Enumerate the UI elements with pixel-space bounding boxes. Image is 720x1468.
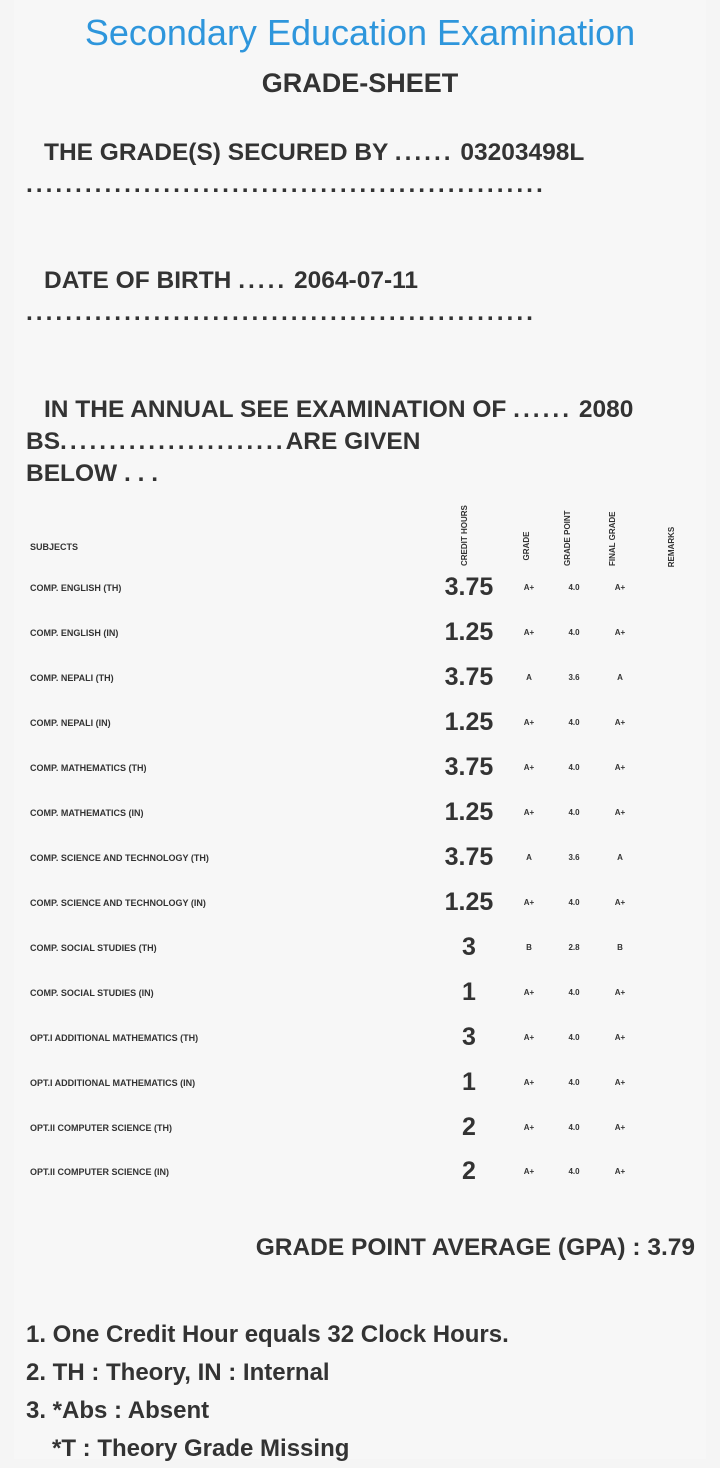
subject-name: COMP. ENGLISH (TH) (30, 583, 122, 593)
subject-name: OPT.II COMPUTER SCIENCE (TH) (30, 1123, 173, 1133)
grade-point: 4.0 (568, 1078, 580, 1087)
header-subjects: SUBJECTS (30, 542, 79, 552)
table-row (0, 978, 720, 1008)
credit-hours: 1.25 (444, 888, 494, 916)
exam-label: IN THE ANNUAL SEE EXAMINATION OF (44, 396, 507, 423)
final-grade: A+ (614, 583, 626, 592)
grade-point: 4.0 (568, 718, 580, 727)
table-row (0, 753, 720, 783)
table-row (0, 888, 720, 918)
page-subtitle: GRADE-SHEET (261, 68, 459, 98)
grade-point: 4.0 (568, 763, 580, 772)
grade: A (526, 853, 532, 862)
table-row (0, 1023, 720, 1053)
final-grade: B (617, 943, 623, 952)
grade: A+ (523, 1078, 535, 1087)
table-row (0, 1157, 720, 1187)
credit-hours: 1 (462, 978, 476, 1006)
credit-hours: 1.25 (444, 708, 494, 736)
grade-point: 4.0 (568, 988, 580, 997)
notes-list (26, 1316, 509, 1468)
subject-name: COMP. MATHEMATICS (TH) (30, 763, 147, 773)
subject-name: COMP. SCIENCE AND TECHNOLOGY (TH) (30, 853, 209, 863)
subject-name: COMP. NEPALI (TH) (30, 673, 114, 683)
table-row (0, 798, 720, 828)
table-row (0, 1113, 720, 1143)
gpa-label: GRADE POINT AVERAGE (GPA) : (255, 1234, 641, 1261)
table-row (0, 708, 720, 738)
subject-name: COMP. SOCIAL STUDIES (IN) (30, 988, 154, 998)
note-item: *T : Theory Grade Missing (52, 1435, 350, 1462)
subject-name: COMP. SOCIAL STUDIES (TH) (30, 943, 157, 953)
secured-by-label: THE GRADE(S) SECURED BY (44, 139, 388, 166)
credit-hours: 3.75 (444, 753, 494, 781)
header-grade: GRADE (522, 531, 531, 561)
table-row (0, 1068, 720, 1098)
final-grade: A+ (614, 1123, 626, 1132)
credit-hours: 3.75 (444, 573, 494, 601)
credit-hours: 1.25 (444, 798, 494, 826)
final-grade: A+ (614, 898, 626, 907)
grade-point: 2.8 (568, 943, 580, 952)
grade: A+ (523, 1167, 535, 1176)
grade-point: 4.0 (568, 583, 580, 592)
final-grade: A (617, 853, 623, 862)
grade-point: 4.0 (568, 1033, 580, 1042)
grade: A+ (523, 898, 535, 907)
final-grade: A+ (614, 1033, 626, 1042)
final-grade: A (617, 673, 623, 682)
credit-hours: 2 (462, 1157, 476, 1185)
table-row (0, 933, 720, 963)
grade: A+ (523, 718, 535, 727)
exam-block: IN THE ANNUAL SEE EXAMINATION OF ...... 2080 BS.......................ARE GIVEN BELOW . . . (26, 396, 634, 487)
subject-name: COMP. NEPALI (IN) (30, 718, 111, 728)
grade: A+ (523, 763, 535, 772)
given-label: ARE GIVEN (285, 428, 421, 455)
subject-name: OPT.I ADDITIONAL MATHEMATICS (IN) (30, 1078, 196, 1088)
dob-block: DATE OF BIRTH ..... 2064-07-11 .................................................... (26, 267, 536, 326)
final-grade: A+ (614, 1167, 626, 1176)
credit-hours: 3.75 (444, 663, 494, 691)
grade: A+ (523, 1033, 535, 1042)
dob-value: 2064-07-11 (294, 267, 419, 294)
note-item: 3. *Abs : Absent (26, 1397, 210, 1424)
table-row (0, 843, 720, 873)
page-title: Secondary Education Examination (84, 12, 636, 53)
below-label: BELOW . . . (26, 460, 159, 487)
grade: A+ (523, 988, 535, 997)
table-row (0, 573, 720, 603)
symbol-number: 03203498L (460, 139, 584, 166)
credit-hours: 3.75 (444, 843, 494, 871)
note-item: 1. One Credit Hour equals 32 Clock Hours. (26, 1321, 509, 1348)
header-final-grade: FINAL GRADE (608, 511, 617, 566)
grade-point: 4.0 (568, 898, 580, 907)
subject-name: OPT.I ADDITIONAL MATHEMATICS (TH) (30, 1033, 199, 1043)
final-grade: A+ (614, 718, 626, 727)
table-row (0, 618, 720, 648)
grade: A+ (523, 808, 535, 817)
grade-point: 3.6 (568, 853, 580, 862)
final-grade: A+ (614, 628, 626, 637)
header-credit-hours: CREDIT HOURS (460, 505, 469, 566)
final-grade: A+ (614, 763, 626, 772)
grade-point: 4.0 (568, 1123, 580, 1132)
credit-hours: 3 (462, 933, 476, 961)
final-grade: A+ (614, 988, 626, 997)
gpa-line (256, 1234, 695, 1262)
credit-hours: 1.25 (444, 618, 494, 646)
grade-point: 4.0 (568, 1167, 580, 1176)
subject-name: COMP. MATHEMATICS (IN) (30, 808, 144, 818)
subject-name: COMP. SCIENCE AND TECHNOLOGY (IN) (30, 898, 206, 908)
grade-point: 4.0 (568, 808, 580, 817)
credit-hours: 1 (462, 1068, 476, 1096)
bs-label: BS (26, 428, 61, 455)
subject-name: OPT.II COMPUTER SCIENCE (IN) (30, 1167, 170, 1177)
subject-name: COMP. ENGLISH (IN) (30, 628, 119, 638)
header-grade-point: GRADE POINT (563, 510, 572, 566)
credit-hours: 3 (462, 1023, 476, 1051)
final-grade: A+ (614, 808, 626, 817)
header-remarks: REMARKS (667, 526, 676, 568)
gpa-value: 3.79 (647, 1234, 695, 1261)
grade: A+ (523, 628, 535, 637)
grade: B (526, 943, 532, 952)
secured-by-block: THE GRADE(S) SECURED BY ...... 03203498L ..................................................... (26, 139, 584, 198)
grade-point: 3.6 (568, 673, 580, 682)
note-item: 2. TH : Theory, IN : Internal (26, 1359, 330, 1386)
grade: A+ (523, 583, 535, 592)
table-row (0, 663, 720, 693)
final-grade: A+ (614, 1078, 626, 1087)
grade: A+ (523, 1123, 535, 1132)
credit-hours: 2 (462, 1113, 476, 1141)
grade: A (526, 673, 532, 682)
grade-point: 4.0 (568, 628, 580, 637)
dob-label: DATE OF BIRTH (44, 267, 232, 294)
exam-year: 2080 (578, 396, 634, 423)
